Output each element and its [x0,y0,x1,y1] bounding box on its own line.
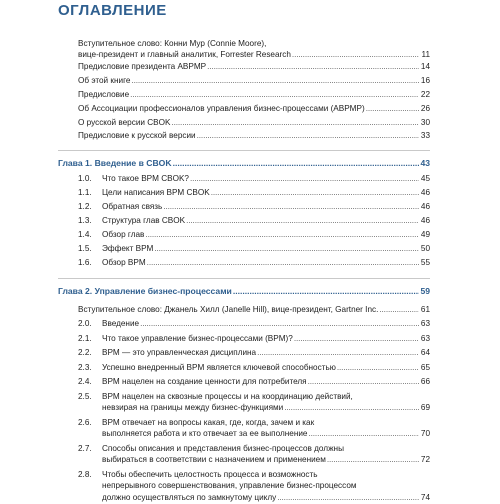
toc-leader-dots [337,362,419,374]
chapter-heading[interactable] [58,285,430,297]
toc-entry[interactable] [78,187,430,199]
toc-leader-dots [130,89,419,101]
toc-text: Обзор BPM [102,258,146,267]
toc-entry[interactable] [78,443,430,455]
toc-leader-dots [292,49,419,61]
toc-page-number: 69 [420,403,430,412]
toc-number: 2.7. [78,443,92,453]
toc-entry[interactable] [78,257,430,269]
toc-entry[interactable] [78,417,430,429]
toc-text: Способы описания и представления бизнес-процессов должны [102,443,344,453]
toc-text: Предисловие президента ABPMP [78,62,207,71]
toc-page-number: 22 [420,90,430,99]
toc-text: Об этой книге [78,76,131,85]
toc-page-number: 46 [420,202,430,211]
toc-number: 2.4. [78,377,92,386]
toc-page-number: 70 [420,429,430,438]
toc-page-number: 45 [420,174,430,183]
toc-text: Глава 2. Управление бизнес-процессами [58,286,232,296]
toc-text: Что такое управление бизнес-процессами (BPM)? [102,333,293,343]
section-divider [58,278,430,279]
toc-entry[interactable] [78,75,430,87]
toc-number: 1.3. [78,216,92,225]
toc-entry[interactable] [78,428,430,440]
toc-text: Успешно внедренный BPM является ключевой способностью [102,362,336,372]
toc-entry[interactable] [78,318,430,330]
toc-leader-dots [131,75,419,87]
toc-text: BPM нацелен на создание ценности для потребителя [102,377,307,386]
toc-page-number: 61 [420,305,430,314]
toc-text: Что такое BPM CBOK? [102,174,189,183]
toc-text: Обзор глав [102,230,145,239]
toc-entry[interactable] [78,347,430,359]
toc-leader-dots [197,130,419,142]
toc-leader-dots [327,454,419,466]
toc-number: 1.2. [78,202,92,211]
toc-entry[interactable] [78,391,430,403]
toc-entry[interactable] [78,89,430,101]
toc-leader-dots [173,157,419,169]
toc-page-number: 26 [420,104,430,113]
toc-page-number: 63 [420,319,430,328]
toc-leader-dots [186,215,419,227]
toc-entry[interactable] [78,304,430,316]
toc-text: Предисловие к русской версии [78,131,196,140]
toc-number: 1.6. [78,258,92,267]
toc-entry[interactable] [78,376,430,388]
toc-page-number: 64 [420,348,430,357]
toc-number: 1.0. [78,174,92,183]
toc-entry[interactable] [78,49,430,61]
toc-leader-dots [211,187,419,199]
toc-leader-dots [147,257,419,269]
toc-leader-dots [284,402,419,414]
toc-text: О русской версии CBOK [78,118,171,127]
toc-text: Структура глав CBOK [102,216,186,225]
toc-number: 1.1. [78,188,92,197]
toc-text: Чтобы обеспечить целостность процесса и возможность [102,469,318,479]
toc-number: 1.4. [78,230,92,239]
toc-entry[interactable] [78,173,430,185]
toc-entry[interactable] [78,480,430,492]
toc-number: 2.5. [78,391,92,401]
toc-text: Об Ассоциации профессионалов управления бизнес-процессами (ABPMP) [78,104,365,113]
toc-leader-dots [163,201,419,213]
toc-entry[interactable] [78,117,430,129]
toc-page-number: 43 [420,158,430,168]
toc-page-number: 46 [420,188,430,197]
toc-entry[interactable] [78,130,430,142]
toc-page-number: 59 [420,286,430,296]
toc-page-number: 30 [420,118,430,127]
toc-number: 2.1. [78,333,92,343]
toc-page-number: 55 [420,258,430,267]
toc-leader-dots [154,243,419,255]
toc-text: невзирая на границы между бизнес-функциями [102,403,284,412]
toc-page-number: 16 [420,76,430,85]
page-title: ОГЛАВЛЕНИЕ [58,2,167,19]
chapter-heading[interactable] [58,157,430,169]
toc-leader-dots [379,304,419,316]
toc-text: BPM — это управленческая дисциплина [102,348,257,357]
toc-entry[interactable] [78,243,430,255]
toc-number: 2.6. [78,417,92,427]
toc-page-number: 46 [420,216,430,225]
toc-page-number: 11 [421,50,430,59]
toc-text: выбираться в соответствии с назначением и применением [102,455,326,464]
toc-leader-dots [257,347,419,359]
toc-page-number: 50 [420,244,430,253]
toc-entry[interactable] [78,402,430,414]
toc-leader-dots [366,103,419,115]
toc-leader-dots [207,61,419,73]
toc-page-number: 66 [420,377,430,386]
toc-entry[interactable] [78,103,430,115]
toc-leader-dots [294,333,419,345]
toc-number: 2.3. [78,362,92,372]
toc-page-number: 74 [420,492,430,502]
toc-number: 2.2. [78,348,92,357]
toc-page-number: 14 [420,62,430,71]
toc-number: 2.8. [78,469,92,479]
toc-leader-dots [308,428,419,440]
toc-number: 1.5. [78,244,92,253]
toc-entry[interactable] [78,333,430,345]
toc-text: Эффект BPM [102,244,154,253]
toc-entry[interactable] [78,469,430,481]
toc-entry[interactable] [78,229,430,241]
toc-text: BPM нацелен на сквозные процессы и на координацию действий, [102,391,353,401]
toc-text: выполняется работа и кто отвечает за ее выполнение [102,429,308,438]
toc-text: Глава 1. Введение в CBOK [58,158,172,168]
toc-entry[interactable] [78,215,430,227]
section-divider [58,150,430,151]
toc-text: непрерывного совершенствования, управление бизнес-процессом [102,481,357,490]
toc-entry[interactable] [78,454,430,466]
toc-leader-dots [233,285,419,297]
toc-leader-dots [190,173,419,185]
toc-text: BPM отвечает на вопросы какая, где, когда, зачем и как [102,417,315,427]
toc-entry[interactable] [78,61,430,73]
toc-leader-dots [308,376,419,388]
toc-text: Вступительное слово: Конни Мур (Connie Moore), [78,39,267,48]
toc-leader-dots [140,318,419,330]
toc-leader-dots [277,492,419,504]
toc-text: Обратная связь [102,202,163,211]
toc-entry[interactable] [78,492,430,504]
toc-text: вице-президент и главный аналитик, Forrester Research [78,50,291,59]
toc-number: 2.0. [78,319,92,328]
toc-page-number: 63 [420,333,430,343]
toc-page-number: 65 [420,362,430,372]
toc-page-number: 72 [420,455,430,464]
toc-text: Введение [102,319,140,328]
toc-leader-dots [145,229,419,241]
toc-text: Цели написания BPM CBOK [102,188,210,197]
toc-entry[interactable] [78,201,430,213]
toc-leader-dots [171,117,419,129]
toc-page-number: 33 [420,131,430,140]
toc-text: должно осуществляться по замкнутому циклу [102,492,277,502]
toc-text: Предисловие [78,90,130,99]
toc-text: Вступительное слово: Джанель Хилл (Janelle Hill), вице-президент, Gartner Inc. [78,305,379,314]
toc-entry[interactable] [78,362,430,374]
toc-page-number: 49 [420,230,430,239]
